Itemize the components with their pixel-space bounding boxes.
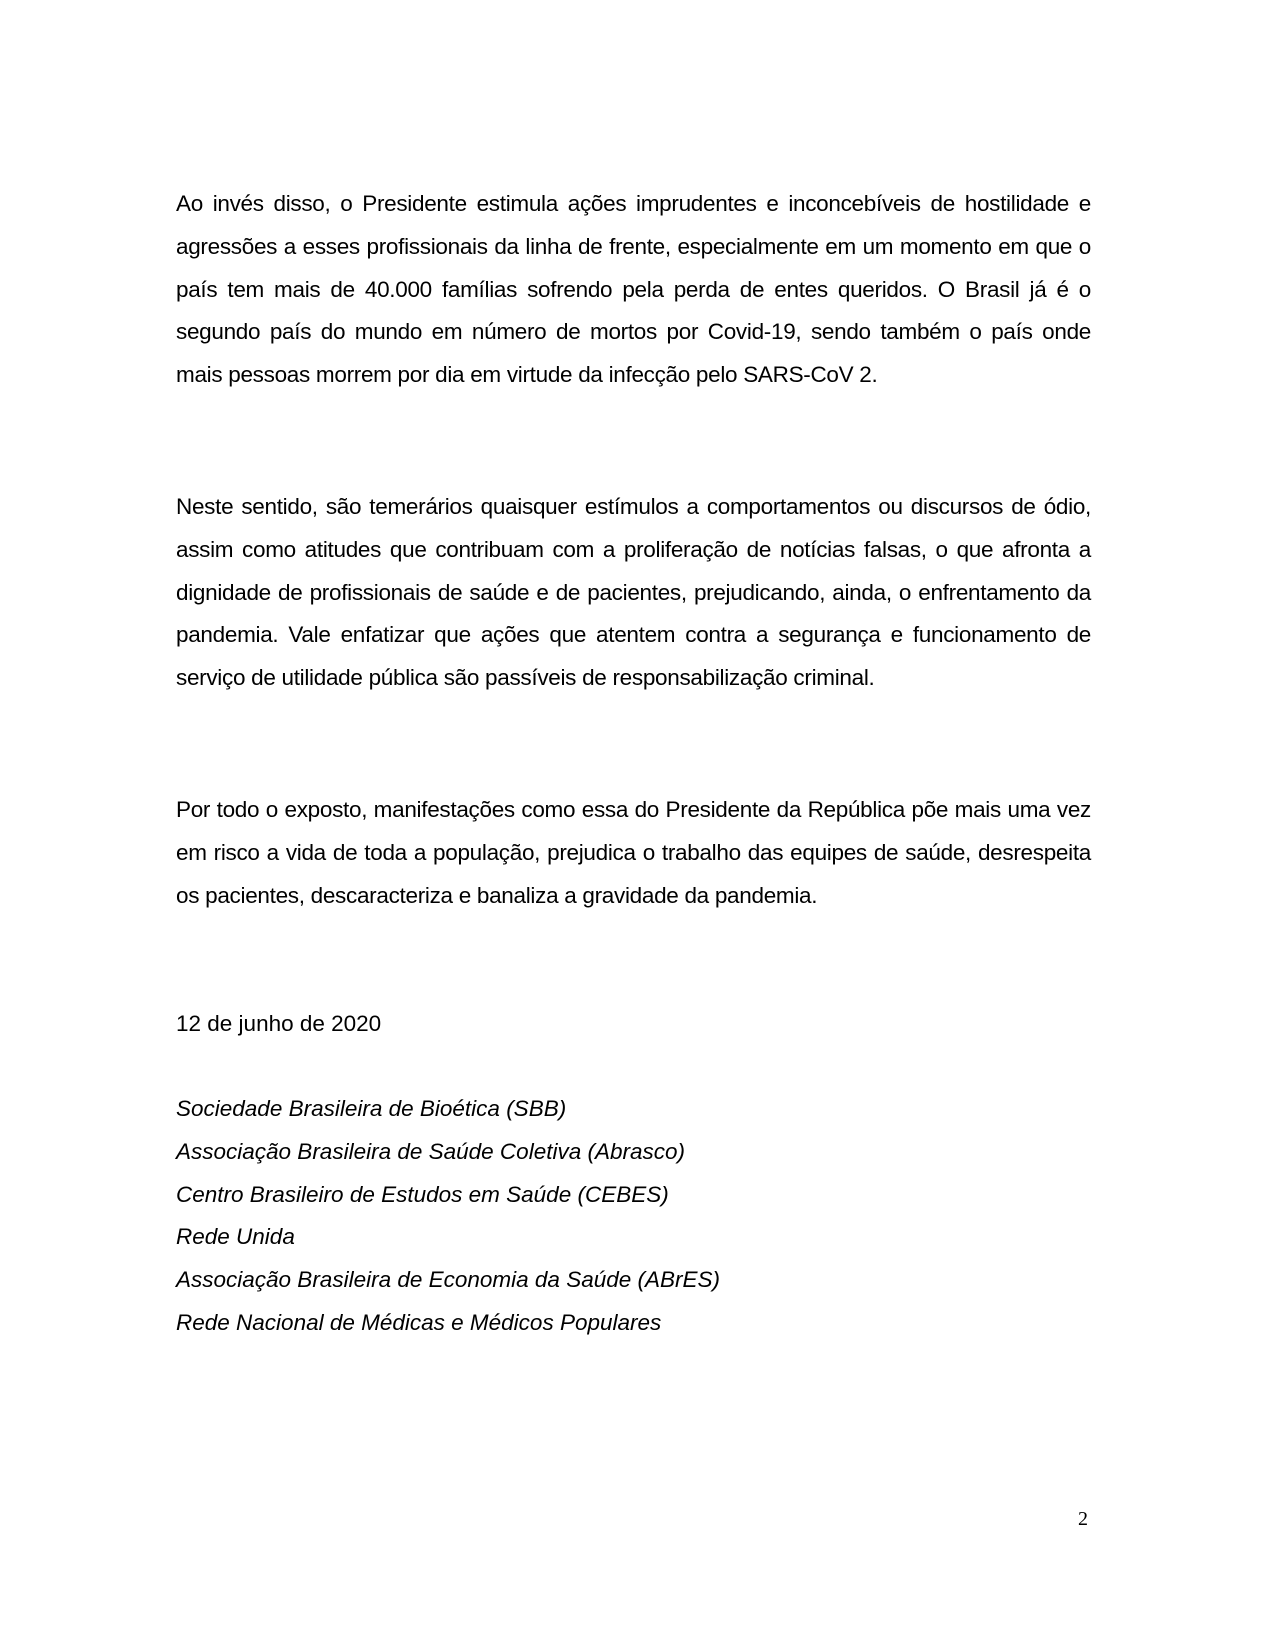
signatories-list — [176, 1088, 720, 1345]
document-date: 12 de junho de 2020 — [176, 1011, 382, 1036]
signatory: Rede Nacional de Médicas e Médicos Populares — [176, 1309, 662, 1335]
signatory: Associação Brasileira de Economia da Saúde (ABrES) — [176, 1267, 721, 1293]
signatory: Sociedade Brasileira de Bioética (SBB) — [176, 1096, 567, 1121]
signatory: Rede Unida — [176, 1224, 295, 1250]
paragraph: Neste sentido, são temerários quaisquer estímulos a comportamentos ou discursos de ódio, assim como atitudes que contribuam com a proliferação de notícias falsas, o que afronta a dignidade de profissionais de saúde e de pacientes, prejudicando, ainda, o enfrentamento da pandemia. Vale enfatizar que ações que atentem contra a segurança e funcionamento de serviço de utilidade pública são passíveis de responsabilização criminal. — [176, 494, 1091, 691]
paragraph: Por todo o exposto, manifestações como essa do Presidente da República põe mais uma vez em risco a vida de toda a população, prejudica o trabalho das equipes de saúde, desrespeita os pacientes, descaracteriza e banaliza a gravidade da pandemia. — [176, 797, 1091, 908]
paragraph: Ao invés disso, o Presidente estimula ações imprudentes e inconcebíveis de hostilidade e agressões a esses profissionais da linha de frente, especialmente em um momento em que o país tem mais de 40.000 famílias sofrendo pela perda de entes queridos. O Brasil já é o segundo país do mundo em número de mortos por Covid-19, sendo também o país onde mais pessoas morrem por dia em virtude da infecção pelo SARS-CoV 2. — [176, 191, 1091, 388]
signatory: Associação Brasileira de Saúde Coletiva (Abrasco) — [176, 1138, 685, 1164]
signatory: Centro Brasileiro de Estudos em Saúde (CEBES) — [176, 1181, 669, 1207]
page-number: 2 — [1078, 1508, 1088, 1530]
